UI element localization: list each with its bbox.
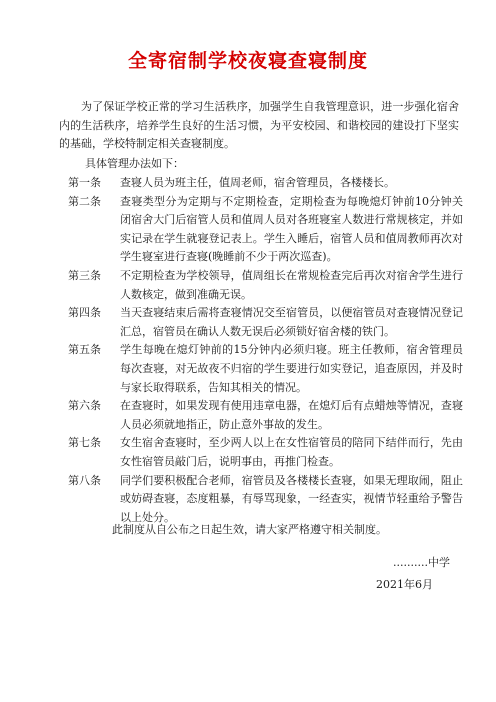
rule-item (68, 304, 463, 341)
intro-paragraph: 为了保证学校正常的学习生活秩序，加强学生自我管理意识，进一步强化宿舍内的生活秩序，培养学生良好的生活习惯，为平安校园、和谐校园的建设打下坚实的基础，学校特制定相关查寝制度。 (59, 100, 459, 151)
rule-item (68, 472, 463, 528)
rule-text: 女生宿舍查寝时，至少两人以上在女性宿管员的陪同下结伴而行，先由女性宿管员敲门后，说明事由，再推门检查。 (120, 436, 463, 468)
rule-item (68, 193, 463, 267)
rule-item (68, 397, 463, 434)
rule-text: 查寝人员为班主任，值周老师，宿舍管理员，各楼楼长。 (120, 176, 395, 189)
rule-label: 第五条 (68, 343, 101, 357)
rule-label: 第三条 (68, 268, 101, 282)
rule-text: 同学们要积极配合老师，宿管员及各楼楼长查寝，如果无理取闹，阻止或妨碍查寝，态度粗暴，有辱骂现象，一经查实，视情节轻重给予警告以上处分。 (120, 473, 463, 524)
rule-label: 第一条 (68, 176, 101, 189)
rule-label: 第二条 (68, 194, 101, 208)
rule-label: 第七条 (68, 436, 101, 450)
rule-text: 查寝类型分为定期与不定期检查，定期检查为每晚熄灯钟前10分钟关闭宿舍大门后宿管人员和值周人员对各班寝室人数进行常规核定，并如实记录在学生就寝登记表上。学生入睡后，宿管人员和值周教师再次对学生寝室进行查寝(晚睡前不少于两次巡查)。 (120, 194, 463, 264)
rule-label: 第八条 (68, 473, 101, 487)
rule-label: 第四条 (68, 306, 101, 320)
rule-label: 第六条 (68, 399, 101, 413)
rule-item (68, 434, 463, 471)
subheading: 具体管理办法如下： (85, 157, 184, 170)
document-date: 2021年6月 (376, 578, 433, 591)
rule-text: 学生每晚在熄灯钟前的15分钟内必须归寝。班主任教师，宿舍管理员每次查寝，对无故夜不归宿的学生要进行如实登记，追查原因，并及时与家长取得联系，告知其相关的情况。 (120, 343, 463, 394)
rule-item (68, 341, 463, 397)
rule-item (68, 174, 463, 193)
closing-statement: 此制度从自公布之日起生效，请大家严格遵守相关制度。 (112, 523, 387, 536)
rule-text: 当天查寝结束后需将查寝情况交至宿管员，以便宿管员对查寝情况登记汇总，宿管员在确认人数无误后必须锁好宿舍楼的铁门。 (120, 306, 463, 338)
rule-item (68, 267, 463, 304)
rules-list (68, 174, 463, 527)
rule-text: 在查寝时，如果发现有使用违章电器，在熄灯后有点蜡烛等情况，查寝人员必须就地指正，防止意外事故的发生。 (120, 399, 463, 431)
document-title: 全寄宿制学校夜寝查寝制度 (127, 50, 368, 72)
school-signature: ..........中学 (393, 556, 450, 569)
rule-text: 不定期检查为学校领导，值周组长在常规检查完后再次对宿舍学生进行人数核定，做到准确无误。 (120, 268, 463, 301)
